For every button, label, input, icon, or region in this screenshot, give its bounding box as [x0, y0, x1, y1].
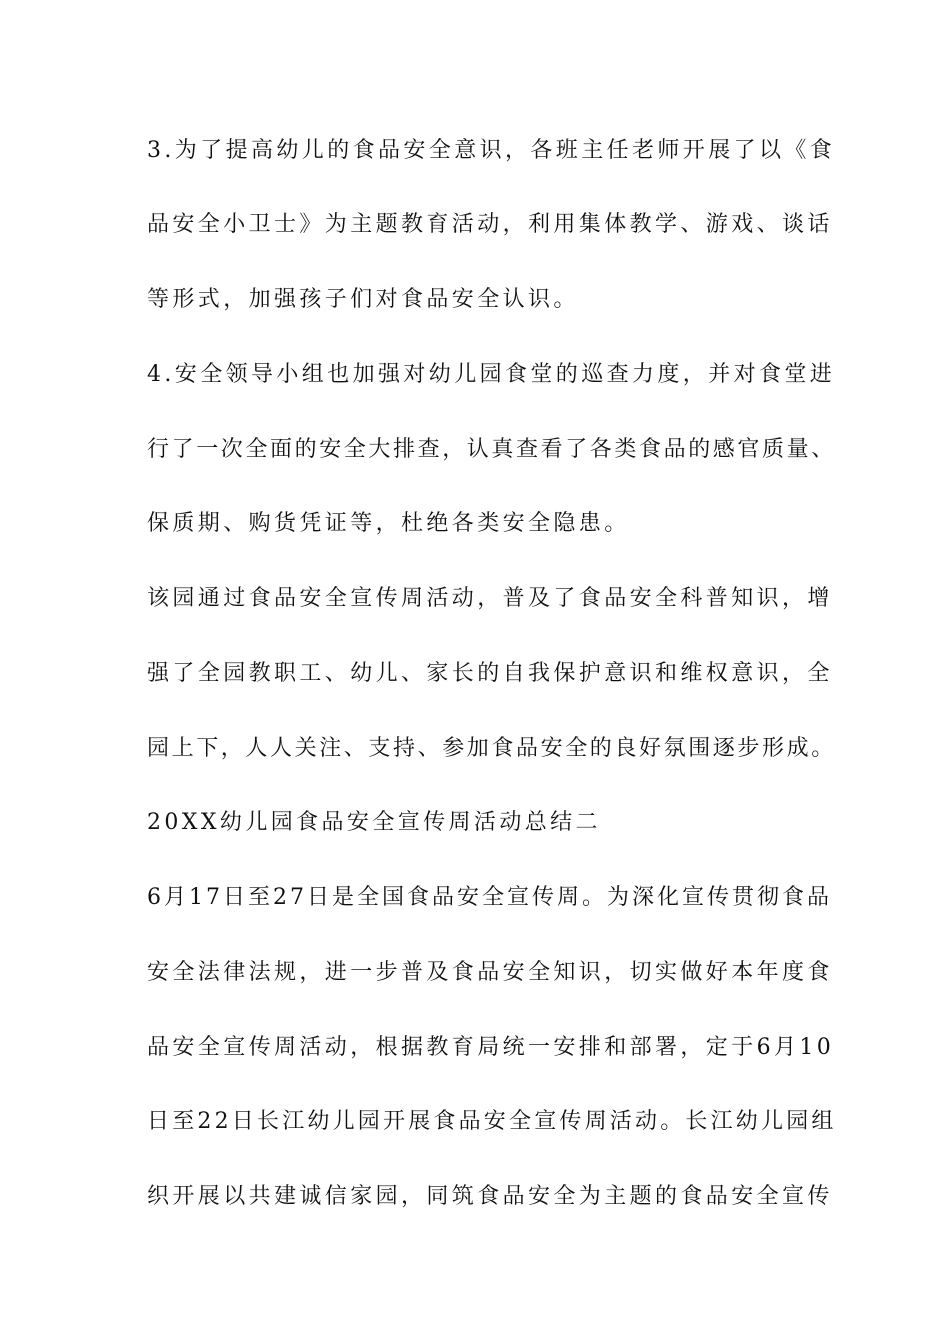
text-line-12: 安全法律法规，进一步普及食品安全知识，切实做好本年度食: [147, 960, 833, 985]
text-line-4: 4.安全领导小组也加强对幼儿园食堂的巡查力度，并对食堂进: [147, 362, 836, 387]
text-line-3: 等形式，加强孩子们对食品安全认识。: [147, 287, 579, 312]
text-line-11: 6月17日至27日是全国食品安全宣传周。为深化宣传贯彻食品: [147, 885, 832, 910]
section-heading: 20XX幼儿园食品安全宣传周活动总结二: [147, 810, 601, 835]
text-line-6: 保质期、购货凭证等，杜绝各类安全隐患。: [147, 511, 630, 536]
text-line-1: 3.为了提高幼儿的食品安全意识，各班主任老师开展了以《食: [147, 138, 836, 163]
text-line-9: 园上下，人人关注、支持、参加食品安全的良好氛围逐步形成。: [147, 736, 836, 761]
text-line-14: 日至22日长江幼儿园开展食品安全宣传周活动。长江幼儿园组: [147, 1109, 837, 1134]
text-line-15: 织开展以共建诚信家园，同筑食品安全为主题的食品安全宣传: [147, 1184, 833, 1209]
text-line-8: 强了全园教职工、幼儿、家长的自我保护意识和维权意识，全: [147, 661, 833, 686]
text-line-5: 行了一次全面的安全大排查，认真查看了各类食品的感官质量、: [147, 437, 836, 462]
text-line-2: 品安全小卫士》为主题教育活动，利用集体教学、游戏、谈话: [147, 212, 833, 237]
text-line-7: 该园通过食品安全宣传周活动，普及了食品安全科普知识，增: [147, 586, 833, 611]
text-line-13: 品安全宣传周活动，根据教育局统一安排和部署，定于6月10: [147, 1035, 835, 1060]
